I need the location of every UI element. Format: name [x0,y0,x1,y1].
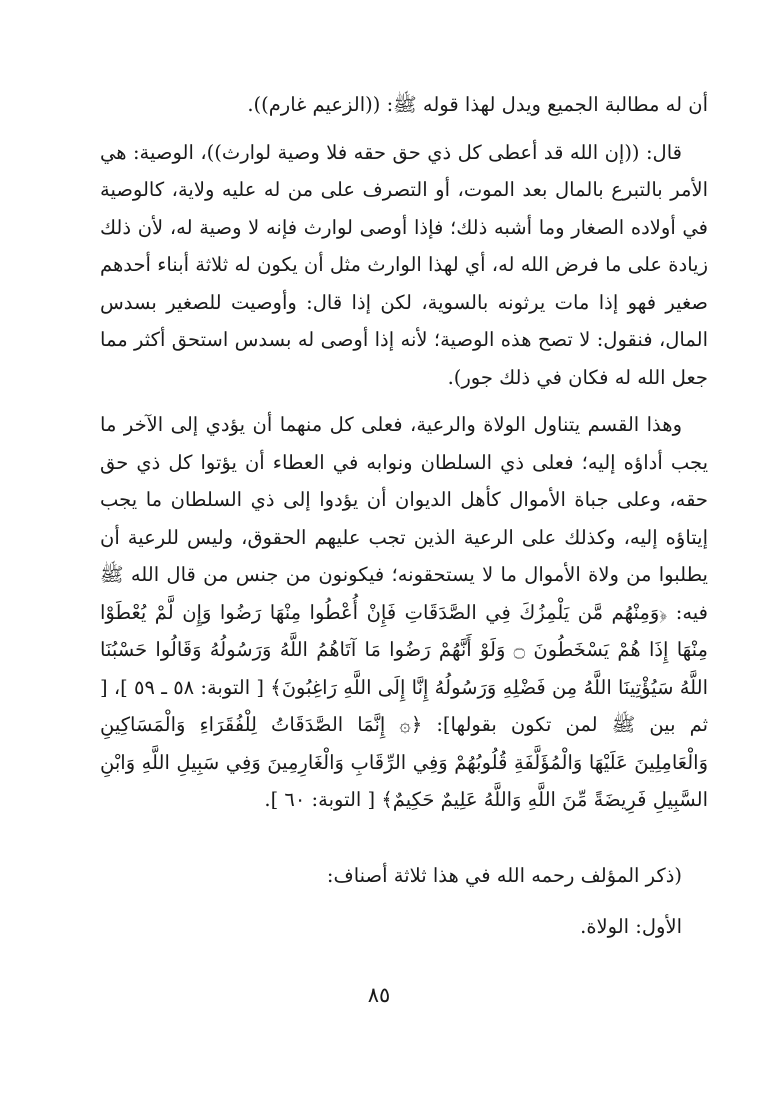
page-number: ٨٥ [367,983,391,1007]
paragraph-bequest: قال: ((إن الله قد أعطى كل ذي حق حقه فلا وصية لوارث))، الوصية: هي الأمر بالتبرع بالمال بعد الموت، أو التصرف على من له عليه ولاية، كالوصية في أولاده الصغار وما أشبه ذلك؛ فإذا أوصى لوارث فإنه لا وصية له، لأن ذلك زيادة على ما فرض الله له، أي لهذا الوارث مثل أن يكون له ثلاثة أبناء أحدهم صغير فهو إذا مات يرثونه بالسوية، لكن إذا قال: وأوصيت للصغير بسدس المال، فنقول: لا تصح هذه الوصية؛ لأنه إذا أوصى له بسدس استحق أكثر مما جعل الله له فكان في ذلك جور). [100,140,708,389]
paragraph-first-rulers: الأول: الولاة. [580,915,682,938]
paragraph-rulers-and-subjects: وهذا القسم يتناول الولاة والرعية، فعلى كل منهما أن يؤدي إلى الآخر ما يجب أداؤه إليه؛ فعلى ذي السلطان ونوابه في العطاء أن يؤتوا كل ذي حق حقه، وعلى جباة الأموال كأهل الديوان أن يؤدوا إلى ذي السلطان ما يجب إيتاؤه إليه، وكذلك على الرعية الذين تجب عليهم الحقوق، وليس للرعية أن يطلبوا من ولاة الأموال ما لا يستحقونه؛ فيكونون من جنس من قال الله ﷺ فيه: ﴿وَمِنْهُم مَّن يَلْمِزُكَ فِي الصَّدَقَاتِ فَإِنْ أُعْطُوا مِنْهَا رَضُوا وَإِن لَّمْ يُعْطَوْا مِنْهَا إِذَا هُمْ يَسْخَطُونَ ۝ وَلَوْ أَنَّهُمْ رَضُوا مَا آتَاهُمُ اللَّهُ وَرَسُولُهُ وَقَالُوا حَسْبُنَا اللَّهُ سَيُؤْتِينَا اللَّهُ مِن فَضْلِهِ وَرَسُولُهُ إِنَّا إِلَى اللَّهِ رَاغِبُونَ﴾ [ التوبة: ٥٨ ـ ٥٩ ]، [ ثم بين ﷺ لمن تكون بقولها]: ﴿۞ إِنَّمَا الصَّدَقَاتُ لِلْفُقَرَاءِ وَالْمَسَاكِينِ وَالْعَامِلِينَ عَلَيْهَا وَالْمُؤَلَّفَةِ قُلُوبُهُمْ وَفِي الرِّقَابِ وَالْغَارِمِينَ وَفِي سَبِيلِ اللَّهِ وَابْنِ السَّبِيلِ فَرِيضَةً مِّنَ اللَّهِ وَاللَّهُ عَلِيمٌ حَكِيمٌ﴾ [ التوبة: ٦٠ ]. [100,413,708,811]
page-body [100,86,708,946]
paragraph-three-categories: (ذكر المؤلف رحمه الله في هذا ثلاثة أصناف: [326,863,682,887]
paragraph-guarantor: أن له مطالبة الجميع ويدل لهذا قوله ﷺ: ((الزعيم غارم)). [247,93,708,116]
